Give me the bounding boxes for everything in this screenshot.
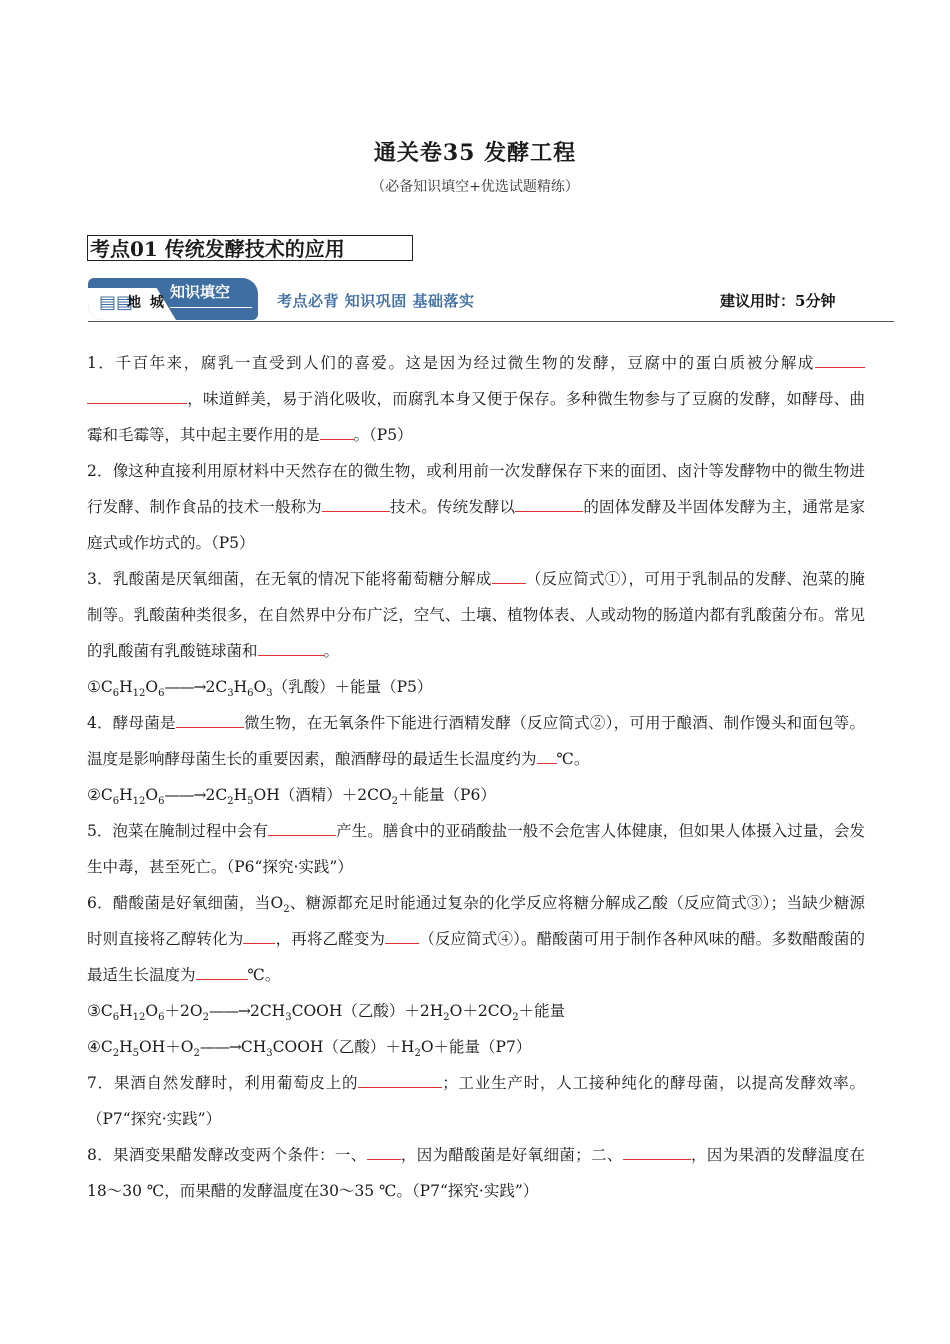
knowledge-banner <box>88 278 258 320</box>
answer-blank[interactable] <box>268 817 336 836</box>
question-5: 5．泡菜在腌制过程中会有 产生。膳食中的亚硝酸盐一般不会危害人体健康，但如果人体摄入过量，会发生中毒，甚至死亡。（P6“探究·实践”） <box>87 813 865 885</box>
answer-blank[interactable] <box>492 565 526 584</box>
answer-blank[interactable] <box>243 925 275 944</box>
page-subtitle: （必备知识填空+优选试题精练） <box>371 179 579 195</box>
banner-label-underline <box>170 307 252 308</box>
banner-tagline: 考点必背 知识巩固 基础落实 <box>277 292 475 310</box>
question-8: 8．果酒变果醋发酵改变两个条件：一、 ，因为醋酸菌是好氧细菌；二、 ，因为果酒的发酵温度在18～30 ℃，而果醋的发酵温度在30～35 ℃。（P7“探究·实践”） <box>87 1137 865 1209</box>
answer-blank[interactable] <box>320 421 354 440</box>
answer-blank[interactable] <box>176 709 244 728</box>
reaction-arrow: ——→ <box>199 1038 241 1056</box>
question-4: 4．酵母菌是 微生物，在无氧条件下能进行酒精发酵（反应简式②），可用于酿酒、制作馒头和面包等。温度是影响酵母菌生长的重要因素，酿酒酵母的最适生长温度约为 ℃。 <box>87 705 865 777</box>
section-title: 考点01 传统发酵技术的应用 <box>87 235 413 261</box>
question-7: 7．果酒自然发酵时，利用葡萄皮上的 ；工业生产时，人工接种纯化的酵母菌，以提高发酵效率。（P7“探究·实践”） <box>87 1065 865 1137</box>
question-3: 3．乳酸菌是厌氧细菌，在无氧的情况下能将葡萄糖分解成 （反应简式①），可用于乳制品的发酵、泡菜的腌制等。乳酸菌种类很多，在自然界中分布广泛，空气、土壤、植物体表、人或动物的肠道内都有乳酸菌分布。常见的乳酸菌有乳酸链球菌和 。 <box>87 561 865 669</box>
banner-label: 知识填空 <box>170 283 231 301</box>
section-divider <box>88 321 894 322</box>
question-1: 1．千百年来，腐乳一直受到人们的喜爱。这是因为经过微生物的发酵，豆腐中的蛋白质被分解成，味道鲜美，易于消化吸收，而腐乳本身又便于保存。多种微生物参与了豆腐的发酵，如酵母、曲霉和毛霉等，其中起主要作用的是 。（P5） <box>87 345 865 453</box>
book-icon: ▤▤ <box>99 292 134 313</box>
answer-blank[interactable] <box>623 1141 691 1160</box>
equation-2: $②C_6H_{12}O_6——\to 2C_2H_5OH$（酒精）$+2CO_2+$能量（P6） <box>87 786 496 808</box>
equation-1: $①C_6H_{12}O_6——\to 2C_3H_6O_3$（乳酸）＋能量（P5） <box>87 678 433 700</box>
equation-4: $④C_2H_5OH+O_2——\to CH_3COOH$（乙酸）$+H_2O+$能量（P7） <box>87 1038 532 1060</box>
question-6: 6．醋酸菌是好氧细菌，当$O_2$、糖源都充足时能通过复杂的化学反应将糖分解成乙酸（反应简式③）；当缺少糖源时则直接将乙醇转化为 ，再将乙醛变为 （反应简式④）。醋酸菌可用于制作各种风味的醋。多数醋酸菌的最适生长温度为 ℃。 <box>87 894 865 984</box>
reaction-arrow: ——→ <box>164 786 206 804</box>
answer-blank[interactable] <box>515 493 583 512</box>
answer-blank[interactable] <box>367 1141 401 1160</box>
reaction-arrow: ——→ <box>208 1002 250 1020</box>
page-title: 通关卷35 发酵工程 <box>373 140 577 166</box>
banner-left-text: 地 城 <box>127 295 166 311</box>
answer-blank[interactable] <box>258 637 324 656</box>
answer-blank[interactable] <box>322 493 390 512</box>
question-list <box>87 345 865 1209</box>
answer-blank[interactable] <box>87 385 187 404</box>
time-hint: 建议用时：5分钟 <box>720 292 836 310</box>
answer-blank[interactable] <box>537 745 557 764</box>
answer-blank[interactable] <box>358 1069 442 1088</box>
answer-blank[interactable] <box>815 349 865 368</box>
equation-3: $③C_6H_{12}O_6+2O_2——\to 2CH_3COOH$（乙酸）$+2H_2O+2CO_2+$能量 <box>87 1002 566 1024</box>
answer-blank[interactable] <box>385 925 419 944</box>
reaction-arrow: ——→ <box>164 678 206 696</box>
question-2: 2．像这种直接利用原材料中天然存在的微生物，或利用前一次发酵保存下来的面团、卤汁等发酵物中的微生物进行发酵、制作食品的技术一般称为 技术。传统发酵以 的固体发酵及半固体发酵为主，通常是家庭式或作坊式的。（P5） <box>87 462 865 552</box>
answer-blank[interactable] <box>196 961 248 980</box>
